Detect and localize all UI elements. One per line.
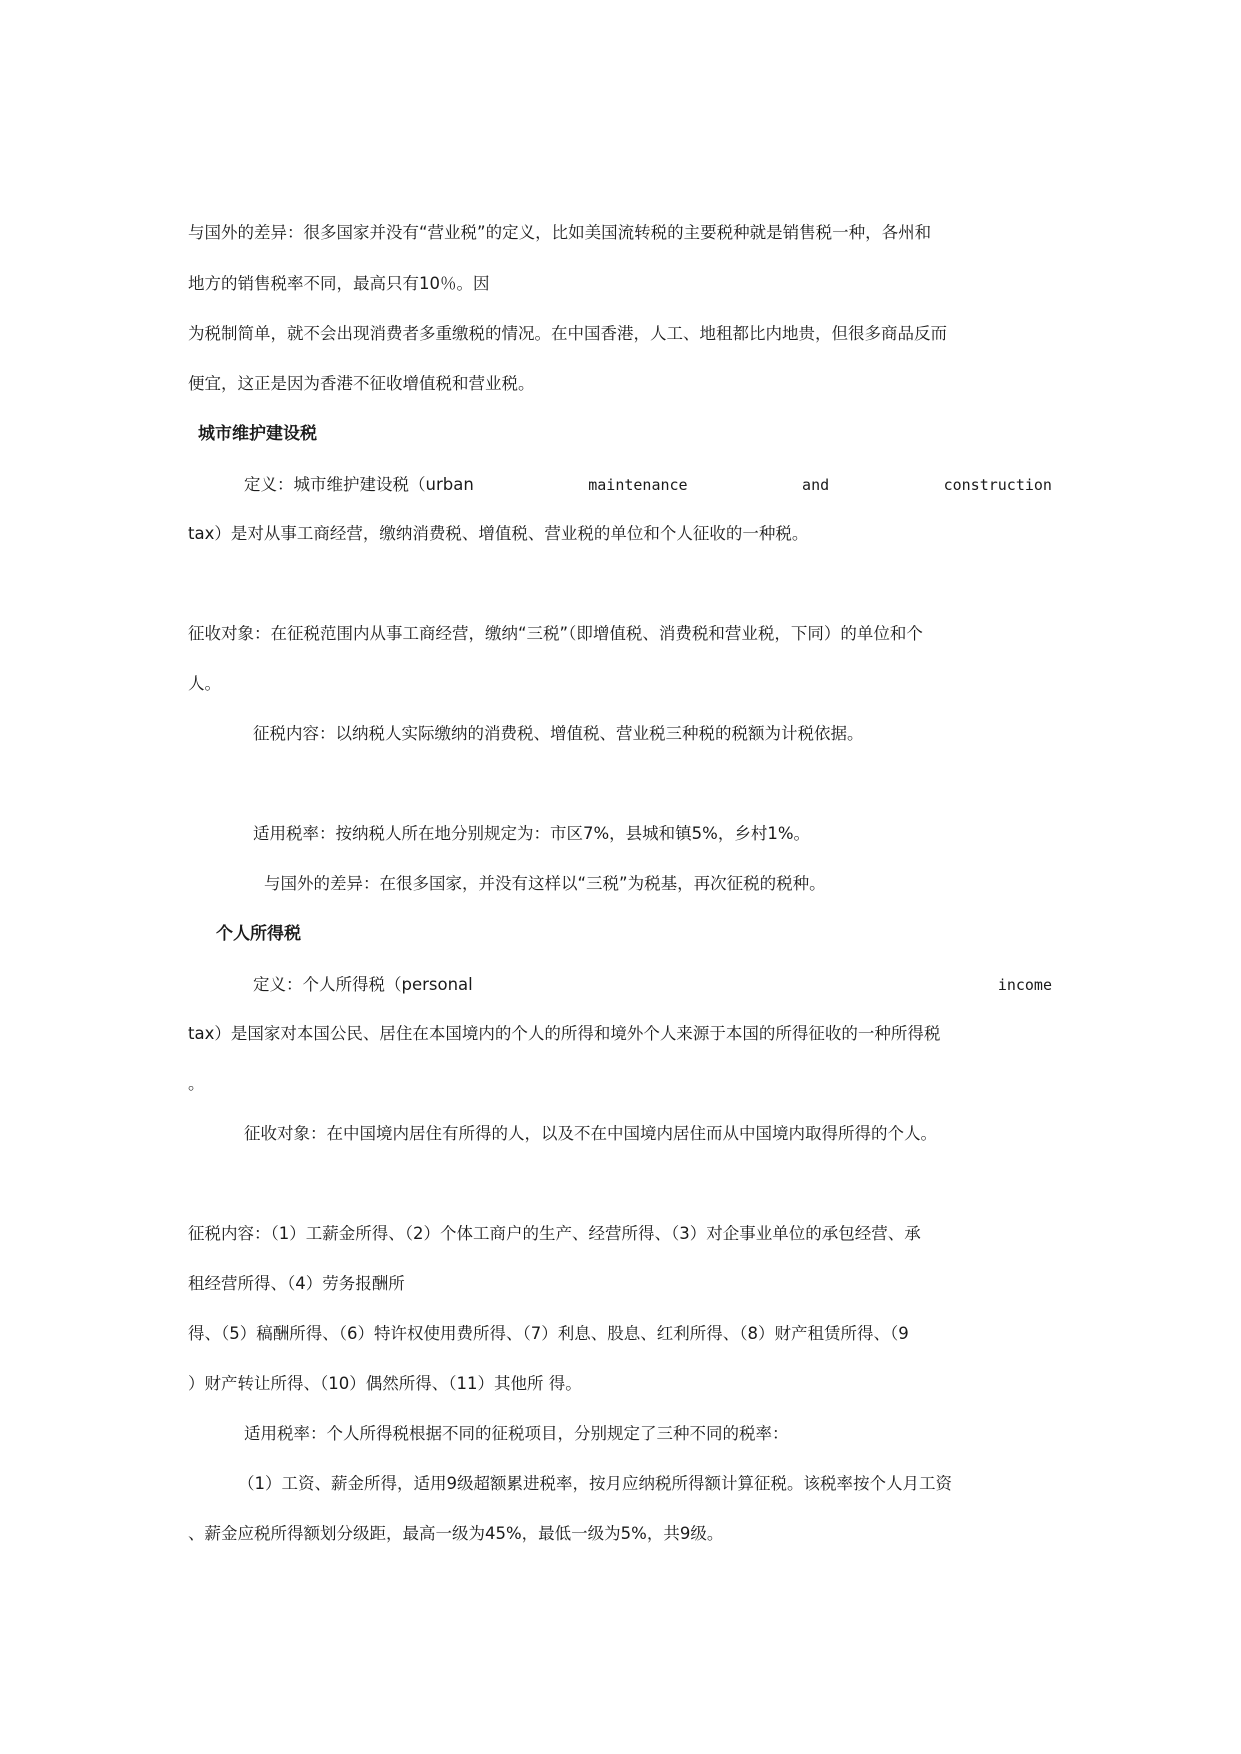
income-tax-rate-item-1-line-1: （1）工资、薪金所得，适用9级超额累进税率，按月应纳税所得额计算征税。该税率按个人月工资 — [238, 1474, 952, 1493]
urban-tax-def-word-maintenance: maintenance — [588, 476, 688, 494]
urban-tax-def-prefix: 定义：城市维护建设税（urban — [244, 475, 474, 494]
income-tax-object-line: 征收对象：在中国境内居住有所得的人，以及不在中国境内居住而从中国境内取得所得的个人。 — [244, 1124, 937, 1143]
urban-tax-heading: 城市维护建设税 — [198, 424, 317, 444]
income-tax-content-line-3: 得、（5）稿酬所得、（6）特许权使用费所得、（7）利息、股息、红利所得、（8）财产租赁所得、（9 — [188, 1324, 909, 1343]
urban-tax-definition-line-1 — [244, 474, 1052, 496]
urban-tax-object-line-2: 人。 — [188, 674, 221, 693]
business-tax-diff-line-4: 便宜，这正是因为香港不征收增值税和营业税。 — [188, 374, 535, 393]
income-tax-definition-line-3: 。 — [188, 1074, 205, 1093]
income-tax-rate-intro: 适用税率：个人所得税根据不同的征税项目，分别规定了三种不同的税率： — [244, 1424, 789, 1443]
income-tax-heading: 个人所得税 — [216, 924, 301, 944]
income-tax-definition-line-2: tax）是国家对本国公民、居住在本国境内的个人的所得和境外个人来源于本国的所得征收的一种所得税 — [188, 1024, 941, 1043]
urban-tax-def-word-and: and — [802, 476, 830, 494]
business-tax-diff-line-3: 为税制简单，就不会出现消费者多重缴税的情况。在中国香港，人工、地租都比内地贵，但很多商品反而 — [188, 324, 947, 343]
urban-tax-def-word-construction: construction — [943, 476, 1052, 494]
income-tax-def-word-income: income — [997, 976, 1052, 994]
urban-tax-rate-line: 适用税率：按纳税人所在地分别规定为：市区7%，县城和镇5%，乡村1%。 — [253, 824, 811, 843]
business-tax-diff-line-2: 地方的销售税率不同，最高只有10％。因 — [188, 274, 490, 293]
urban-tax-diff-line: 与国外的差异：在很多国家，并没有这样以“三税”为税基，再次征税的税种。 — [264, 874, 826, 893]
income-tax-content-line-2: 租经营所得、（4）劳务报酬所 — [188, 1274, 405, 1293]
urban-tax-content-line: 征税内容：以纳税人实际缴纳的消费税、增值税、营业税三种税的税额为计税依据。 — [253, 724, 864, 743]
urban-tax-object-line-1: 征收对象：在征税范围内从事工商经营，缴纳“三税”（即增值税、消费税和营业税，下同）的单位和个 — [188, 624, 923, 643]
income-tax-definition-line-1 — [253, 974, 1052, 996]
income-tax-rate-item-1-line-2: 、薪金应税所得额划分级距，最高一级为45%，最低一级为5%，共9级。 — [188, 1524, 724, 1543]
business-tax-diff-line-1: 与国外的差异：很多国家并没有“营业税”的定义，比如美国流转税的主要税种就是销售税一种，各州和 — [188, 223, 932, 242]
income-tax-def-prefix: 定义：个人所得税（personal — [253, 975, 473, 994]
urban-tax-definition-line-2: tax）是对从事工商经营，缴纳消费税、增值税、营业税的单位和个人征收的一种税。 — [188, 524, 809, 543]
income-tax-content-line-1: 征税内容：（1）工薪金所得、（2）个体工商户的生产、经营所得、（3）对企事业单位的承包经营、承 — [188, 1224, 921, 1243]
income-tax-content-line-4: ）财产转让所得、（10）偶然所得、（11）其他所 得。 — [188, 1374, 582, 1393]
